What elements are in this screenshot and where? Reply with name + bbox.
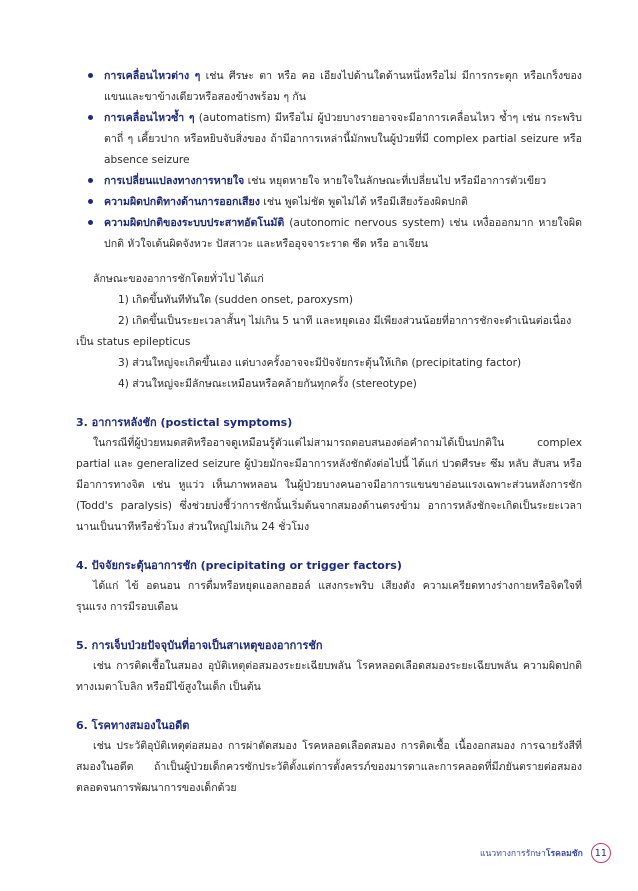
seizure-characteristics-intro: ลักษณะของอาการชักโดยทั่วไป ได้แก่ xyxy=(93,273,264,285)
bullet-item xyxy=(76,66,582,108)
bullet-term: การเคลื่อนไหวซ้ำ ๆ xyxy=(104,112,195,124)
bullet-term: ความผิดปกติทางด้านการออกเสียง xyxy=(104,196,260,208)
footer-title xyxy=(480,846,583,860)
numbered-item: 3) ส่วนใหญ่จะเกิดขึ้นเอง แต่บางครั้งอาจจะมีปัจจัยกระตุ้นให้เกิด (precipitating factor) xyxy=(118,357,522,369)
section-heading: 4. ปัจจัยกระตุ้นอาการชัก (precipitating or trigger factors) xyxy=(76,559,402,572)
section-heading: 5. การเจ็บป่วยปัจจุบันที่อาจเป็นสาเหตุของอาการชัก xyxy=(76,639,323,652)
page-number: 11 xyxy=(591,843,611,863)
section-paragraph: เช่น การติดเชื้อในสมอง อุบัติเหตุต่อสมองระยะเฉียบพลัน โรคหลอดเลือดสมองระยะเฉียบพลัน ความผิดปกติทางเมตาโบลิก หรือมีไข้สูงในเด็ก เป็นต้น xyxy=(76,660,582,693)
bullet-text: (automatism) มีหรือไม่ ผู้ป่วยบางรายอาจจะมีอาการเคลื่อนไหว ซ้ำๆ เช่น กระพริบตาถี่ ๆ เคี้ยวปาก หรือหยิบจับสิ่งของ ถ้ามีอาการเหล่านี้มักพบในผู้ป่วยที่มี complex partial seizure หรือ absence seizure xyxy=(104,112,582,166)
section-paragraph: ในกรณีที่ผู้ป่วยหมดสติหรืออาจดูเหมือนรู้ตัวแต่ไม่สามารถตอบสนองต่อคำถามได้เป็นปกติใน complex partial และ generalized seizure ผู้ป่วยมักจะมีอาการหลังชักดังต่อไปนี้ ได้แก่ ปวดศีรษะ ซึม หลับ สับสน หรือมีอาการทางจิต เช่น หูแว่ว เห็นภาพหลอน ในผู้ป่วยบางคนอาจมีอาการแขนขาอ่อนแรงเฉพาะส่วนหลังการชัก (Todd's paralysis) ซึ่งช่วยบ่งชี้ว่าการชักนั้นเริ่มต้นจากสมองด้านตรงข้าม อาการหลังชักจะเกิดเป็นระยะเวลานานเป็นนาทีหรือชั่วโมง ส่วนใหญ่ไม่เกิน 24 ชั่วโมง xyxy=(76,437,582,533)
section-heading: 6. โรคทางสมองในอดีต xyxy=(76,719,190,732)
section-current-illness xyxy=(76,635,582,698)
section-postictal xyxy=(76,412,582,538)
section-trigger-factors xyxy=(76,555,582,618)
bullet-term: การเคลื่อนไหวต่าง ๆ xyxy=(104,70,201,82)
bullet-term: ความผิดปกติของระบบประสาทอัตโนมัติ xyxy=(104,217,285,229)
bullet-text: เช่น ศีรษะ ตา หรือ คอ เอียงไปด้านใดด้านหนึ่งหรือไม่ มีการกระตุก หรือเกร็งของแขนและขาข้างเดียวหรือสองข้างพร้อม ๆ กัน xyxy=(104,70,582,103)
numbered-item: 4) ส่วนใหญ่จะมีลักษณะเหมือนหรือคล้ายกันทุกครั้ง (stereotype) xyxy=(118,378,417,390)
section-paragraph: ได้แก่ ไข้ อดนอน การดื่มหรือหยุดแอลกอฮอล์ แสงกระพริบ เสียงดัง ความเครียดทางร่างกายหรือจิตใจที่รุนแรง การมีรอบเดือน xyxy=(76,580,582,613)
section-heading: 3. อาการหลังชัก (postictal symptoms) xyxy=(76,416,293,429)
page-content xyxy=(76,66,582,799)
numbered-item-continuation: เป็น status epilepticus xyxy=(76,336,191,348)
page-footer xyxy=(480,843,611,863)
footer-title-a: แนวทางการรักษา xyxy=(480,849,546,859)
bullet-term: การเปลี่ยนแปลงทางการหายใจ xyxy=(104,175,245,187)
bullet-item xyxy=(76,108,582,171)
numbered-item: 2) เกิดขึ้นเป็นระยะเวลาสั้นๆ ไม่เกิน 5 นาที และหยุดเอง มีเพียงส่วนน้อยที่อาการชักจะดำเนินต่อเนื่อง xyxy=(118,315,572,327)
bullet-text: เช่น หยุดหายใจ หายใจในลักษณะที่เปลี่ยนไป หรือมีอาการตัวเขียว xyxy=(244,175,547,187)
symptom-bullet-list xyxy=(76,66,582,255)
bullet-item xyxy=(76,171,582,192)
footer-title-b: โรคลมชัก xyxy=(545,849,583,859)
bullet-text: เช่น พูดไม่ชัด พูดไม่ได้ หรือมีเสียงร้องผิดปกติ xyxy=(259,196,468,208)
bullet-text: (autonomic nervous system) เช่น เหงื่อออกมาก หายใจผิดปกติ หัวใจเต้นผิดจังหวะ ปัสสาวะ และหรืออุจจาระราด ซีด หรือ อาเจียน xyxy=(104,217,582,250)
section-past-brain-disease xyxy=(76,715,582,799)
section-paragraph: เช่น ประวัติอุบัติเหตุต่อสมอง การผ่าตัดสมอง โรคหลอดเลือดสมอง การติดเชื้อ เนื้องอกสมอง การฉายรังสีที่สมองในอดีต ถ้าเป็นผู้ป่วยเด็กควรซักประวัติตั้งแต่การตั้งครรภ์ของมารดาและการคลอดที่มีภยันตรายต่อสมอง ตลอดจนการพัฒนาการของเด็กด้วย xyxy=(76,740,582,794)
bullet-item xyxy=(76,213,582,255)
numbered-item: 1) เกิดขึ้นทันทีทันใด (sudden onset, paroxysm) xyxy=(118,294,354,306)
bullet-item xyxy=(76,192,582,213)
